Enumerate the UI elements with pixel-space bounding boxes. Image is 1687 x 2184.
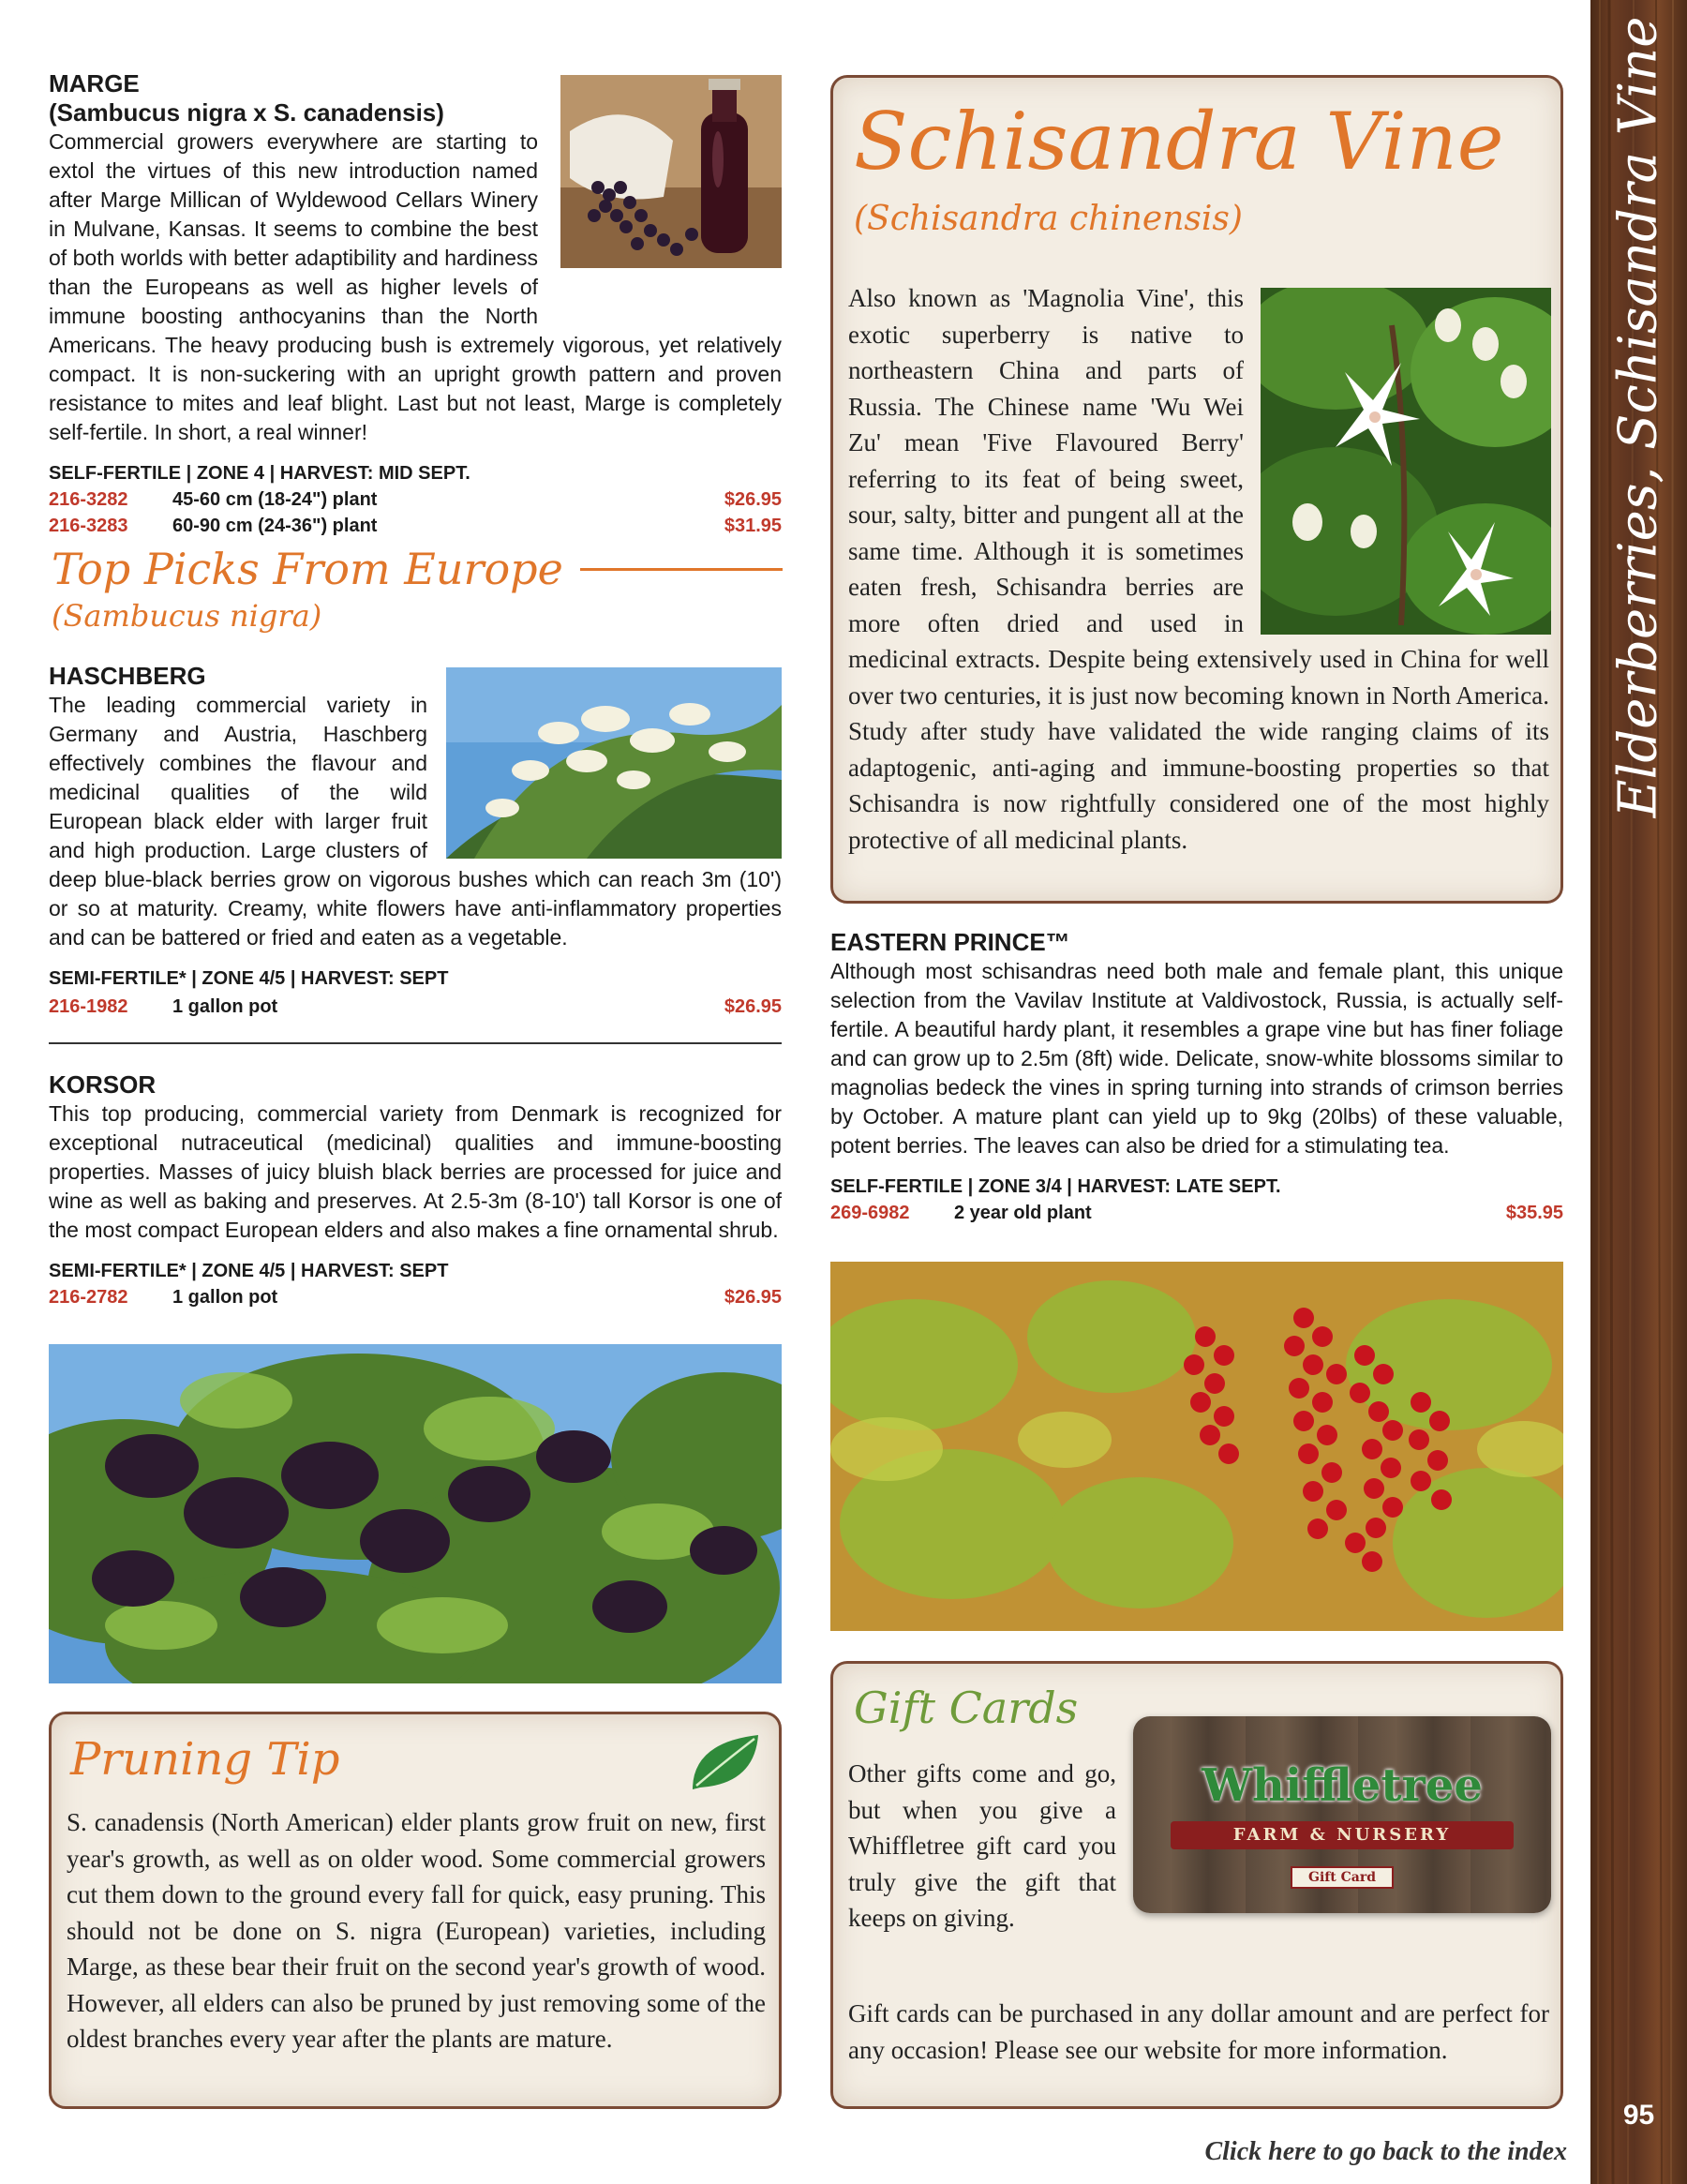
europe-heading: Top Picks From Europe [52,544,563,594]
side-tab-title: Elderberries, Schisandra Vine [1607,16,1669,818]
marge-description: Commercial growers everywhere are starting to extol the virtues of this new introduction named after Marge Millican of Wyldewood Cellars Winery in Mulvane, Kansas. It seems to combine the best of both worlds with better adaptibility and hardiness than the Europeans as well as higher levels of immune boosting anthocyanins than the North Americans. The heavy producing bush is extremely vigorous, yet relatively compact. It is non-suckering with an upright growth pattern and proven resistance to mites and leaf blight. Last but not least, Marge is completely self-fertile. In short, a real winner! [49,129,782,444]
card-sub: FARM & NURSERY [1232,1825,1452,1845]
heading-rule [580,568,783,571]
price-row [49,513,782,539]
korsor-photo [49,1344,782,1683]
korsor-description: This top producing, commercial variety from Denmark is recognized for exceptional nutraceutical (medicinal) qualities and immune-boosting properties. Masses of juicy bluish black berries are processed for juice and wine as well as baking and preserves. At 2.5-3m (8-10') tall Korsor is one of the most compact European elders and also makes a fine ornamental shrub. [49,1101,782,1242]
item-desc: 45-60 cm (18-24") plant [172,489,378,510]
item-desc: 2 year old plant [954,1203,1092,1223]
eastern-prince-name: EASTERN PRINCE™ [830,928,1070,956]
marge-latin: (Sambucus nigra x S. canadensis) [49,98,444,127]
marge-photo [560,75,782,268]
marge-specs: SELF-FERTILE | ZONE 4 | HARVEST: MID SEPT. [49,463,470,484]
price: $26.95 [724,1287,782,1308]
gift-title: Gift Cards [854,1683,1079,1733]
eastern-prince-section [830,928,1563,1226]
gift-text-2: Gift cards can be purchased in any dollar amount and are perfect for any occasion! Please see our website for more information. [848,1999,1549,2064]
korsor-specs: SEMI-FERTILE* | ZONE 4/5 | HARVEST: SEPT [49,1261,449,1281]
gift-cards-box [830,1661,1563,2109]
sku: 216-3282 [49,489,128,510]
section-divider [49,1042,782,1044]
europe-latin: (Sambucus nigra) [52,598,322,634]
schisandra-flower-photo [1261,288,1551,635]
europe-heading-block [52,544,783,634]
marge-section [49,69,782,539]
leaf-icon [689,1731,762,1798]
haschberg-section [49,662,782,1020]
schisandra-latin: (Schisandra chinensis) [854,200,1243,238]
sku: 216-3283 [49,516,128,536]
item-desc: 1 gallon pot [172,996,278,1017]
schisandra-text: Also known as 'Magnolia Vine', this exotic superberry is native to northeastern China and parts of Russia. The Chinese name 'Wu Wei Zu' mean 'Five Flavoured Berry' referring to its feat of being sweet, sour, salty, bitter and pungent all at the same time. Although it is sometimes eaten fresh, Schisandra berries are more often dried and used in medicinal extracts. Despite being extensively used in China for well over two centuries, it is just now becoming known in North America. Study after study have validated the wide ranging claims of its adaptogenic, anti-aging and immune-boosting properties so that Schisandra is now rightfully considered one of the most highly protective of all medicinal plants. [848,284,1549,854]
eastern-prince-specs: SELF-FERTILE | ZONE 3/4 | HARVEST: LATE SEPT. [830,1176,1281,1197]
haschberg-description: The leading commercial variety in Germany and Austria, Haschberg effectively combines the flavour and medicinal qualities of the wild European black elder with larger fruit and high production. Large clusters of deep blue-black berries grow on vigorous bushes which can reach 3m (10') or so at maturity. Creamy, white flowers have anti-inflammatory properties and can be battered or fried and eaten as a vegetable. [49,693,782,950]
schisandra-box [830,75,1563,904]
sku: 269-6982 [830,1203,910,1223]
haschberg-name: HASCHBERG [49,662,206,690]
haschberg-photo [446,667,782,859]
pruning-title: Pruning Tip [70,1733,340,1786]
sku: 216-1982 [49,996,128,1017]
item-desc: 60-90 cm (24-36") plant [172,516,378,536]
schisandra-berries-photo [830,1262,1563,1631]
card-brand: Whiffletree [1202,1759,1483,1812]
marge-name: MARGE [49,69,140,97]
korsor-name: KORSOR [49,1070,157,1099]
gift-card-image [1133,1716,1551,1913]
card-label: Gift Card [1291,1866,1394,1889]
haschberg-specs: SEMI-FERTILE* | ZONE 4/5 | HARVEST: SEPT [49,968,449,989]
price: $26.95 [724,996,782,1017]
pruning-text: S. canadensis (North American) elder plants grow fruit on new, first year's growth, as well as on older wood. Some commercial growers cut them down to the ground every fall for quick, easy pruning. This should not be done on S. nigra (European) varieties, including Marge, as these bear their fruit on the second year's growth of wood. However, all elders can also be pruned by just removing some of the oldest branches every year after the plants are mature. [67,1808,766,2053]
price-row [49,994,782,1020]
card-ribbon [1171,1821,1514,1849]
pruning-tip-box [49,1712,782,2109]
korsor-section [49,1070,782,1310]
price-row [49,486,782,513]
sku: 216-2782 [49,1287,128,1308]
eastern-prince-description: Although most schisandras need both male and female plant, this unique selection from the Vavilav Institute at Valdivostock, Russia, is actually self-fertile. A beautiful hardy plant, it resembles a grape vine but has finer foliage and can grow up to 2.5m (8ft) wide. Delicate, snow-white blossoms similar to magnolias bedeck the vines in spring turning into strands of crimson berries by October. A mature plant can yield up to 9kg (20lbs) of these valuable, potent berries. The leaves can also be dried for a stimulating tea. [830,959,1563,1158]
item-desc: 1 gallon pot [172,1287,278,1308]
price: $26.95 [724,489,782,510]
price: $35.95 [1505,1203,1563,1223]
gift-text-1: Other gifts come and go, but when you give a Whiffletree gift card you truly give the gift that keeps on giving. [848,1759,1116,1932]
price-row [49,1284,782,1310]
schisandra-title: Schisandra Vine [854,96,1504,187]
price: $31.95 [724,516,782,536]
back-to-index-link[interactable]: Click here to go back to the index [1204,2137,1567,2166]
price-row [830,1200,1563,1226]
page-number: 95 [1622,2100,1655,2131]
